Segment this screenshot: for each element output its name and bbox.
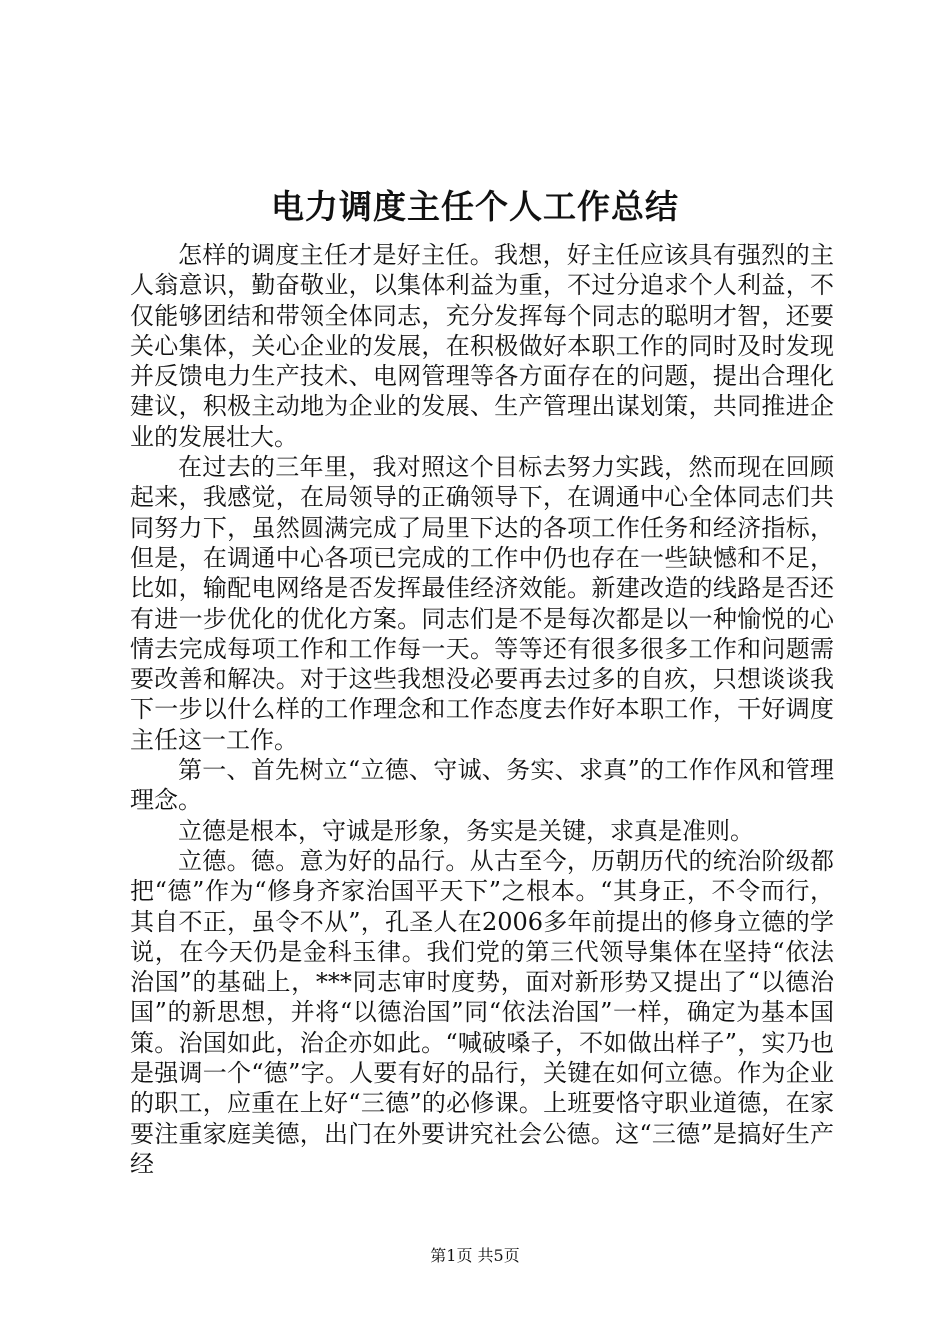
- document-body: [130, 240, 834, 1179]
- paragraph-3: 第一、首先树立“立德、守诚、务实、求真”的工作作风和管理理念。: [130, 756, 834, 815]
- paragraph-5: 立德。德。意为好的品行。从古至今，历朝历代的统治阶级都把“德”作为“修身齐家治国平天下”之根本。“其身正，不令而行，其自不正，虽令不从”，孔圣人在2006多年前提出的修身立德的学说，在今天仍是金科玉律。我们党的第三代领导集体在坚持“依法治国”的基础上，***同志审时度势，面对新形势又提出了“以德治国”的新思想，并将“以德治国”同“依法治国”一样，确定为基本国策。治国如此，治企亦如此。“喊破嗓子，不如做出样子”，实乃也是强调一个“德”字。人要有好的品行，关键在如何立德。作为企业的职工，应重在上好“三德”的必修课。上班要恪守职业道德，在家要注重家庭美德，出门在外要讲究社会公德。这“三德”是搞好生产经: [130, 846, 834, 1178]
- page-number-footer: 第1页 共5页: [430, 1246, 520, 1265]
- paragraph-4: 立德是根本，守诚是形象，务实是关键，求真是准则。: [178, 816, 754, 845]
- paragraph-1: 怎样的调度主任才是好主任。我想，好主任应该具有强烈的主人翁意识，勤奋敬业，以集体利益为重，不过分追求个人利益，不仅能够团结和带领全体同志，充分发挥每个同志的聪明才智，还要关心集体，关心企业的发展，在积极做好本职工作的同时及时发现并反馈电力生产技术、电网管理等各方面存在的问题，提出合理化建议，积极主动地为企业的发展、生产管理出谋划策，共同推进企业的发展壮大。: [130, 241, 834, 451]
- document-title: 电力调度主任个人工作总结: [271, 187, 679, 226]
- paragraph-2: 在过去的三年里，我对照这个目标去努力实践，然而现在回顾起来，我感觉，在局领导的正确领导下，在调通中心全体同志们共同努力下，虽然圆满完成了局里下达的各项工作任务和经济指标，但是，在调通中心各项已完成的工作中仍也存在一些缺憾和不足，比如，输配电网络是否发挥最佳经济效能。新建改造的线路是否还有进一步优化的优化方案。同志们是不是每次都是以一种愉悦的心情去完成每项工作和工作每一天。等等还有很多很多工作和问题需要改善和解决。对于这些我想没必要再去过多的自疚，只想谈谈我下一步以什么样的工作理念和工作态度去作好本职工作，干好调度主任这一工作。: [130, 453, 834, 754]
